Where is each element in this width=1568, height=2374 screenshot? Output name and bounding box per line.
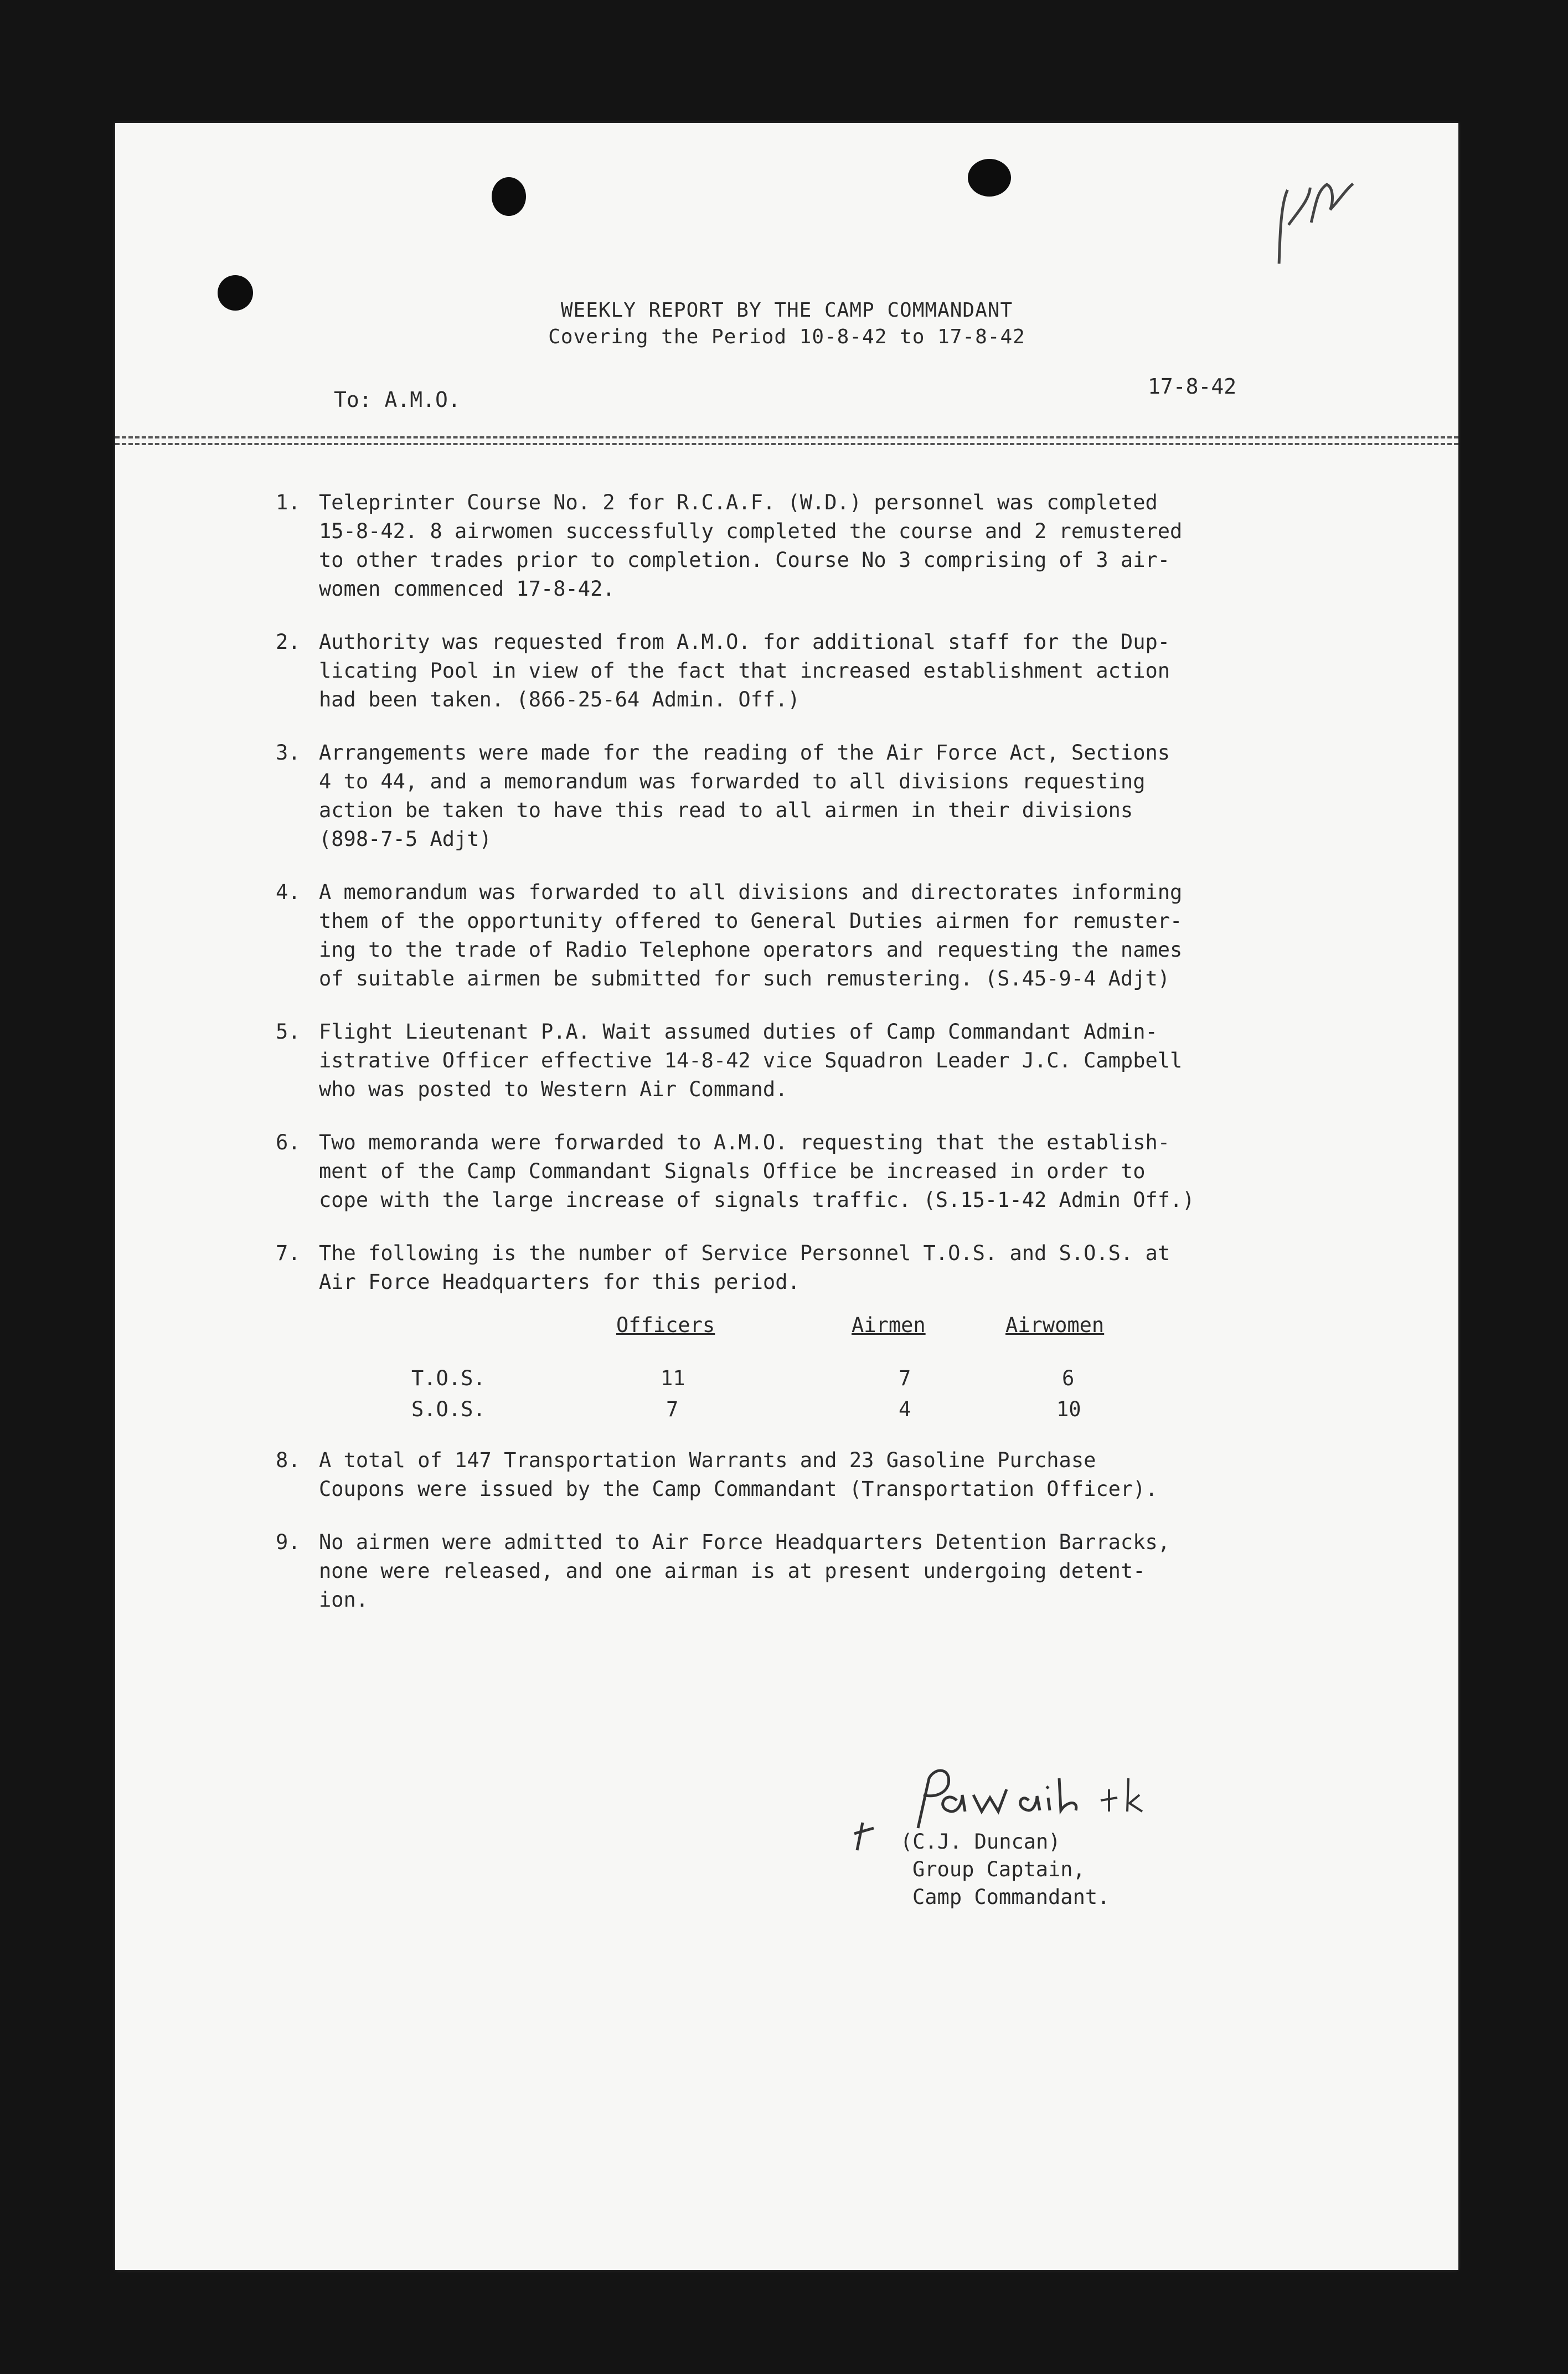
report-item	[276, 1528, 1317, 1614]
personnel-table	[115, 1313, 1458, 1446]
item-number: 8.	[276, 1448, 301, 1472]
table-cell: 11	[661, 1366, 685, 1390]
report-item	[276, 739, 1317, 854]
report-item	[276, 1239, 1317, 1297]
report-items	[276, 488, 1317, 1321]
punch-hole	[968, 159, 1011, 197]
item-text: A memorandum was forwarded to all divisions and directorates informing them of the opportunity offered to General Duties airmen for remuster- ing to the trade of Radio Telephone operators and requesting the names of suitable airmen be submitted for such remustering. (S.45-9-4 Adjt)	[319, 880, 1183, 990]
handwritten-mark	[1242, 157, 1380, 288]
item-number: 7.	[276, 1241, 301, 1265]
report-item	[276, 628, 1317, 714]
table-row-label: S.O.S.	[411, 1397, 486, 1421]
document-subtitle: Covering the Period 10-8-42 to 17-8-42	[548, 326, 1025, 348]
table-cell: 7	[666, 1397, 679, 1421]
divider-rule	[115, 443, 1458, 445]
item-text: Teleprinter Course No. 2 for R.C.A.F. (W.D.) personnel was completed 15-8-42. 8 airwomen successfully completed the course and 2 remustered to other trades prior to completion. Course No 3 comprising of 3 air- women commenced 17-8-42.	[319, 491, 1183, 601]
column-header-officers: Officers	[616, 1313, 715, 1337]
item-text: Arrangements were made for the reading of the Air Force Act, Sections 4 to 44, and a memorandum was forwarded to all divisions requesting action be taken to have this read to all airmen in their divisions (898-7-5 Adjt)	[319, 741, 1170, 851]
document-page	[115, 123, 1458, 2270]
item-text: No airmen were admitted to Air Force Headquarters Detention Barracks, none were released, and one airman is at present undergoing detent- ion.	[319, 1530, 1170, 1612]
addressee: To: A.M.O.	[334, 388, 461, 412]
table-row-label: T.O.S.	[411, 1366, 486, 1390]
item-number: 4.	[276, 880, 301, 904]
item-number: 6.	[276, 1131, 301, 1154]
item-number: 3.	[276, 741, 301, 765]
column-header-airmen: Airmen	[852, 1313, 926, 1337]
report-item	[276, 1018, 1317, 1104]
report-items-continued	[276, 1446, 1317, 1639]
report-item	[276, 1128, 1317, 1215]
punch-hole	[492, 177, 526, 216]
item-number: 9.	[276, 1530, 301, 1554]
table-cell: 6	[1062, 1366, 1075, 1390]
item-text: Two memoranda were forwarded to A.M.O. requesting that the establish- ment of the Camp Commandant Signals Office be increased in order to cope with the large increase of signals traffic. (S.15-1-42 Admin Off.)	[319, 1131, 1195, 1212]
table-cell: 7	[899, 1366, 911, 1390]
document-title: WEEKLY REPORT BY THE CAMP COMMANDANT	[560, 299, 1013, 322]
column-header-airwomen: Airwomen	[1005, 1313, 1105, 1337]
item-text: Authority was requested from A.M.O. for additional staff for the Dup- licating Pool in view of the fact that increased establishment action had been taken. (866-25-64 Admin. Off.)	[319, 630, 1170, 711]
report-item	[276, 878, 1317, 993]
item-text: A total of 147 Transportation Warrants and 23 Gasoline Purchase Coupons were issued by the Camp Commandant (Transportation Officer).	[319, 1448, 1158, 1501]
table-cell: 10	[1056, 1397, 1081, 1421]
report-item	[276, 1446, 1317, 1504]
table-cell: 4	[899, 1397, 911, 1421]
handwritten-mark-drawing	[1242, 157, 1376, 278]
item-number: 5.	[276, 1020, 301, 1044]
item-number: 2.	[276, 630, 301, 654]
document-date: 17-8-42	[1148, 374, 1237, 399]
divider-rule	[115, 436, 1458, 438]
item-text: The following is the number of Service Personnel T.O.S. and S.O.S. at Air Force Headquarters for this period.	[319, 1241, 1170, 1294]
signatory-name: (C.J. Duncan)	[900, 1830, 1061, 1854]
item-number: 1.	[276, 491, 301, 514]
signatory-rank: Group Captain,	[912, 1857, 1085, 1881]
signatory-title: Camp Commandant.	[912, 1885, 1110, 1909]
item-text: Flight Lieutenant P.A. Wait assumed duties of Camp Commandant Admin- istrative Officer effective 14-8-42 vice Squadron Leader J.C. Campbell who was posted to Western Air Command.	[319, 1020, 1183, 1101]
report-item	[276, 488, 1317, 603]
